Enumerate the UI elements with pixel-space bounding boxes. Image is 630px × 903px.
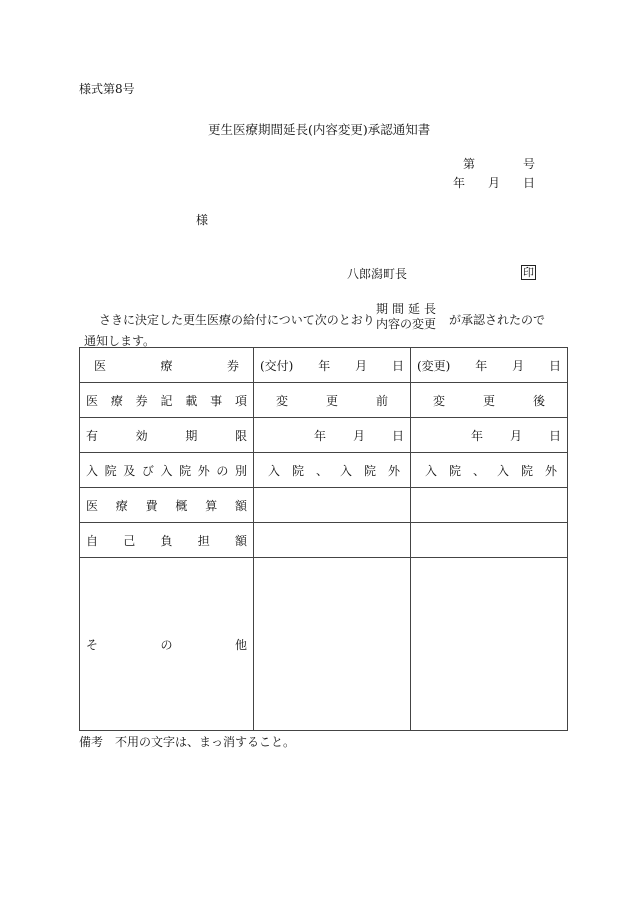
other-before [254, 558, 411, 731]
month: 月 [355, 358, 368, 373]
day: 日 [548, 428, 561, 443]
inpatient-after: 入院、入院外 [425, 463, 557, 478]
body-text-after: が承認されたので [449, 313, 546, 327]
day: 日 [548, 358, 561, 373]
body-options [376, 302, 436, 332]
date-month: 月 [488, 176, 501, 190]
label-valid-period: 有効期限 [86, 428, 247, 443]
option-content-change: 内容の変更 [376, 317, 437, 331]
label-other: その他 [86, 637, 247, 652]
self-pay-after [411, 523, 568, 558]
label-inpatient-outpatient: 入院及び入院外の別 [86, 463, 247, 478]
month: 月 [509, 428, 522, 443]
addressee-suffix: 様 [196, 213, 209, 227]
table-row [80, 523, 568, 558]
ref-go: 号 [523, 157, 536, 171]
table-row [80, 348, 568, 383]
form-number: 様式第8号 [79, 82, 135, 96]
year: 年 [318, 358, 331, 373]
month: 月 [352, 428, 365, 443]
seal-text: 印 [523, 266, 534, 279]
body-text-before: さきに決定した更生医療の給付について次のとおり [99, 313, 375, 327]
changed-label: (変更) [417, 358, 451, 373]
label-ticket-items: 医療券記載事項 [86, 393, 247, 408]
other-after [411, 558, 568, 731]
estimated-cost-after [411, 488, 568, 523]
self-pay-before [254, 523, 411, 558]
header-after-change: 変更後 [433, 393, 545, 408]
label-self-pay: 自己負担額 [86, 533, 247, 548]
date-day: 日 [523, 176, 536, 190]
document-title: 更生医療期間延長(内容変更)承認通知書 [208, 122, 431, 137]
year: 年 [475, 358, 488, 373]
day: 日 [391, 358, 404, 373]
approval-table [79, 347, 568, 731]
note: 備考 不用の文字は、まっ消すること。 [79, 735, 296, 749]
issued-label: (交付) [260, 358, 294, 373]
estimated-cost-before [254, 488, 411, 523]
body-text-line2: 通知します。 [84, 334, 156, 348]
header-before-change: 変更前 [276, 393, 388, 408]
table-row [80, 488, 568, 523]
table-row [80, 453, 568, 488]
ref-dai: 第 [463, 157, 476, 171]
seal-mark [521, 264, 536, 280]
date-year: 年 [453, 176, 466, 190]
issuer: 八郎潟町長 [347, 267, 408, 281]
year: 年 [470, 428, 483, 443]
option-period-extension: 期間延長 [376, 302, 436, 316]
label-medical-ticket: 医療券 [94, 358, 239, 373]
month: 月 [512, 358, 525, 373]
label-estimated-cost: 医療費概算額 [86, 498, 247, 513]
day: 日 [391, 428, 404, 443]
table-row [80, 418, 568, 453]
year: 年 [313, 428, 326, 443]
table-row [80, 558, 568, 731]
table-row [80, 383, 568, 418]
inpatient-before: 入院、入院外 [268, 463, 400, 478]
